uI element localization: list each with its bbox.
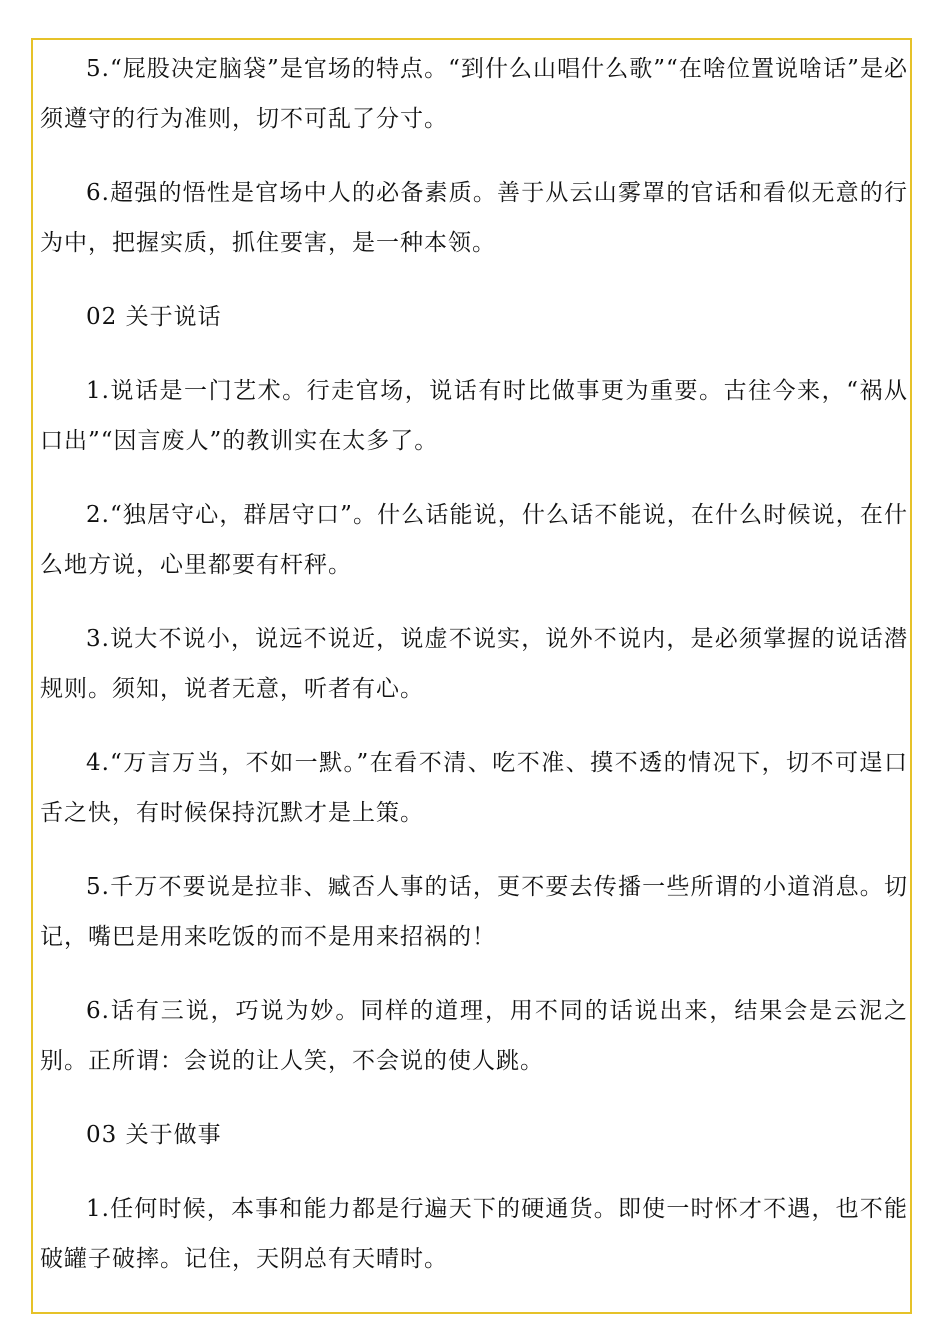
section-heading-doing: 03 关于做事 bbox=[86, 1122, 222, 1148]
paragraph-speaking-3: 3.说大不说小，说远不说近，说虚不说实，说外不说内，是必须掌握的说话潜规则。须知，说者无意，听者有心。 bbox=[40, 626, 908, 702]
paragraph-speaking-2: 2.“独居守心，群居守口”。什么话能说，什么话不能说，在什么时候说，在什么地方说，心里都要有杆秤。 bbox=[40, 502, 908, 578]
paragraph-speaking-6: 6.话有三说，巧说为妙。同样的道理，用不同的话说出来，结果会是云泥之别。正所谓：会说的让人笑，不会说的使人跳。 bbox=[40, 998, 908, 1074]
document-body bbox=[40, 44, 908, 1284]
paragraph-speaking-5: 5.千万不要说是拉非、臧否人事的话，更不要去传播一些所谓的小道消息。切记，嘴巴是用来吃饭的而不是用来招祸的！ bbox=[40, 874, 908, 950]
paragraph-6-insight: 6.超强的悟性是官场中人的必备素质。善于从云山雾罩的官话和看似无意的行为中，把握实质，抓住要害，是一种本领。 bbox=[40, 180, 908, 256]
section-heading-speaking: 02 关于说话 bbox=[86, 304, 222, 330]
paragraph-speaking-1: 1.说话是一门艺术。行走官场，说话有时比做事更为重要。古往今来，“祸从口出”“因言废人”的教训实在太多了。 bbox=[40, 378, 908, 454]
paragraph-5-official-stance: 5.“屁股决定脑袋”是官场的特点。“到什么山唱什么歌”“在啥位置说啥话”是必须遵守的行为准则，切不可乱了分寸。 bbox=[40, 56, 908, 132]
paragraph-doing-1: 1.任何时候，本事和能力都是行遍天下的硬通货。即使一时怀才不遇，也不能破罐子破摔。记住，天阴总有天晴时。 bbox=[40, 1196, 908, 1272]
paragraph-speaking-4: 4.“万言万当，不如一默。”在看不清、吃不准、摸不透的情况下，切不可逞口舌之快，有时候保持沉默才是上策。 bbox=[40, 750, 908, 826]
